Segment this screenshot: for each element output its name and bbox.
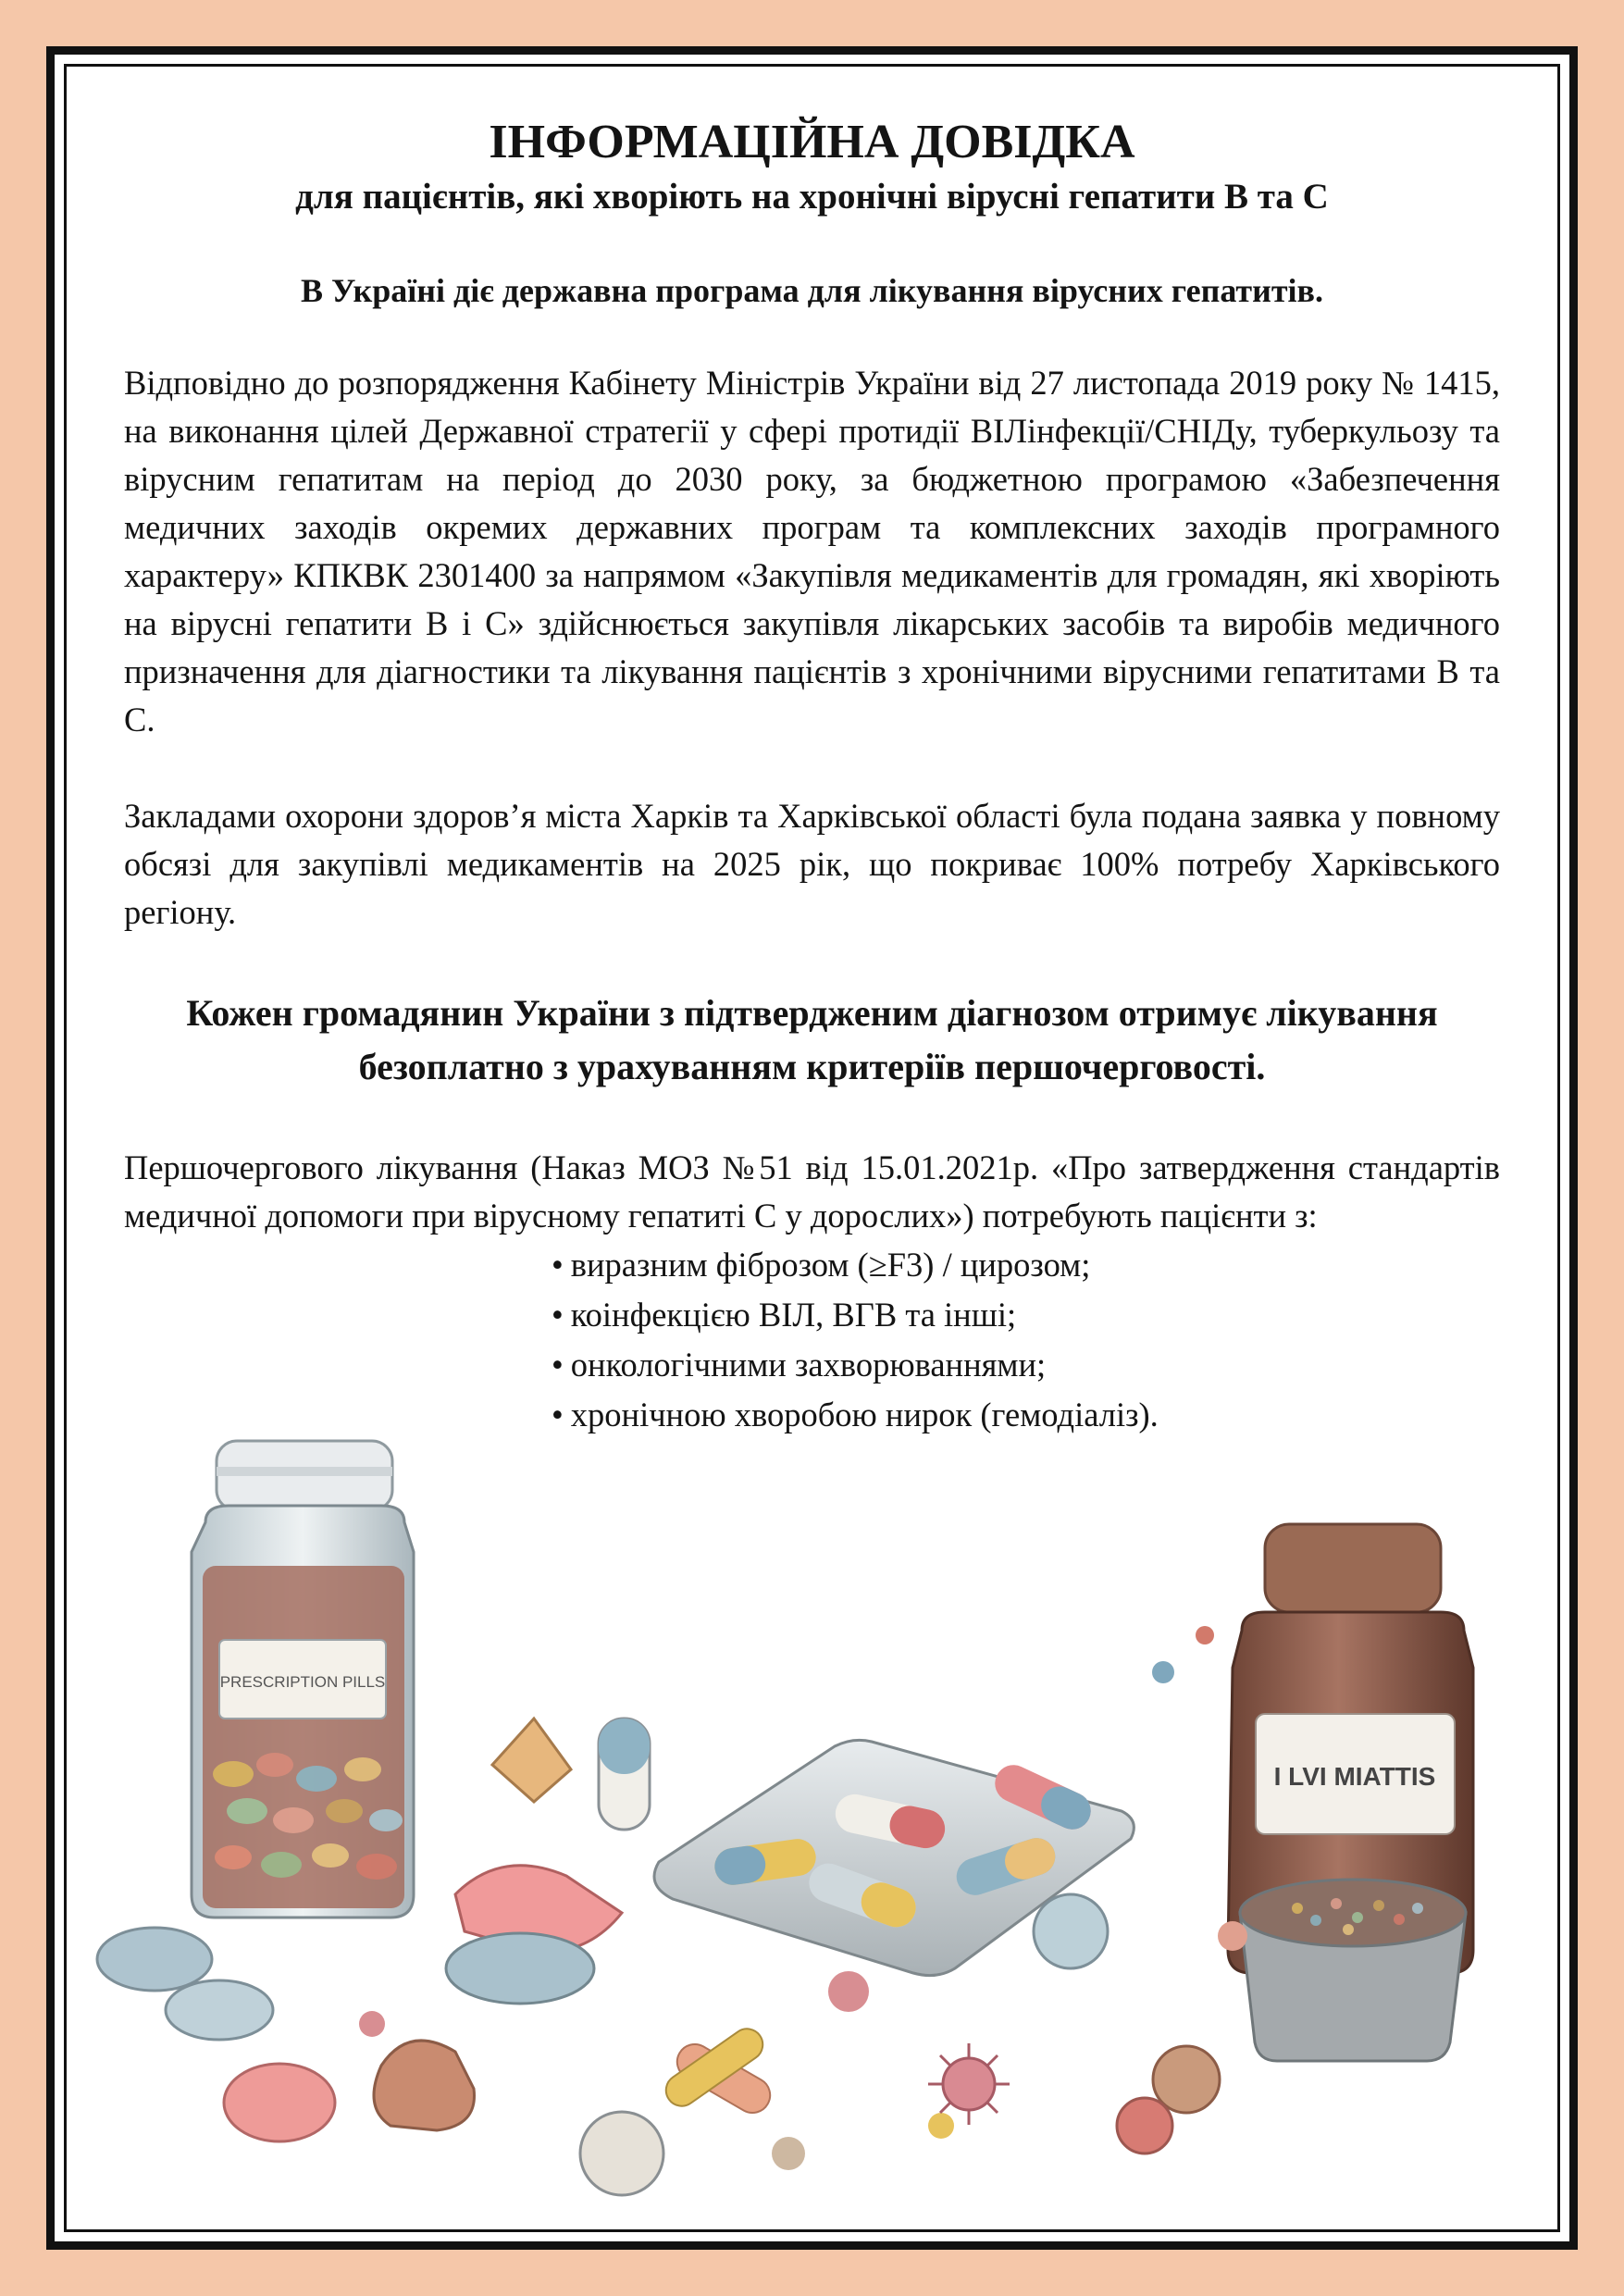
right-jar-label: I LVI MIATTIS [1273, 1762, 1436, 1791]
bullet-dot-icon: • [552, 1346, 564, 1384]
paragraph-regulation: Відповідно до розпорядження Кабінету Міністрів України від 27 листопада 2019 року № 1415, на виконання цілей Державної стратегії у сфері протидії ВІЛінфекції/СНІДу, туберкульозу та вірусним гепатитам на період до 2030 року, за бюджетною програмою «Забезпечення медичних заходів окремих державних програм та комплексних заходів програмного характеру» КПКВК 2301400 за напрямом «Закупівля медикаментів для громадян, які хворіють на вірусні гепатити В і С» здійснюється закупівля лікарських засобів та виробів медичного призначення для діагностики та лікування пацієнтів з хронічними вірусними гепатитами В та С. [124, 364, 1500, 738]
document-content [124, 115, 1500, 1440]
paragraph-kharkiv: Закладами охорони здоров’я міста Харків та Харківської області була подана заявка у повному обсязі для закупівлі медикаментів на 2025 рік, що покриває 100% потребу Харківського регіону. [124, 797, 1500, 931]
document-title: ІНФОРМАЦІЙНА ДОВІДКА [489, 116, 1135, 168]
priority-criteria-list [552, 1240, 1500, 1440]
virus-icon [928, 2043, 1010, 2125]
bullet-dot-icon: • [552, 1246, 564, 1284]
free-treatment-statement: Кожен громадянин України з підтвердженим діагнозом отримує лікування безоплатно з урахуванням критеріїв першочерговості. [186, 992, 1438, 1087]
left-jar-label: PRESCRIPTION PILLS [219, 1673, 386, 1691]
program-lead: В Україні діє державна програма для лікування вірусних гепатитів. [301, 272, 1323, 309]
paragraph-priority: Першочергового лікування (Наказ МОЗ №51 від 15.01.2021р. «Про затвердження стандартів медичної допомоги при вірусному гепатиті С у дорослих») потребують пацієнти з: [124, 1148, 1500, 1235]
bullet-dot-icon: • [552, 1296, 564, 1334]
document-subtitle: для пацієнтів, які хворіють на хронічні вірусні гепатити В та С [295, 177, 1329, 217]
list-item: • виразним фіброзом (≥F3) / цирозом; [552, 1246, 1091, 1284]
page-frame-outer [46, 46, 1578, 2250]
list-item: • хронічною хворобою нирок (гемодіаліз). [552, 1396, 1159, 1433]
list-item: • коінфекцією ВІЛ, ВГВ та інші; [552, 1296, 1017, 1334]
list-item: • онкологічними захворюваннями; [552, 1346, 1047, 1384]
bullet-dot-icon: • [552, 1396, 564, 1433]
medicine-illustration [67, 1413, 1537, 2209]
left-pill-jar [192, 1441, 414, 1917]
page-frame-inner [64, 64, 1560, 2232]
right-medicine-jar [1228, 1524, 1473, 2061]
